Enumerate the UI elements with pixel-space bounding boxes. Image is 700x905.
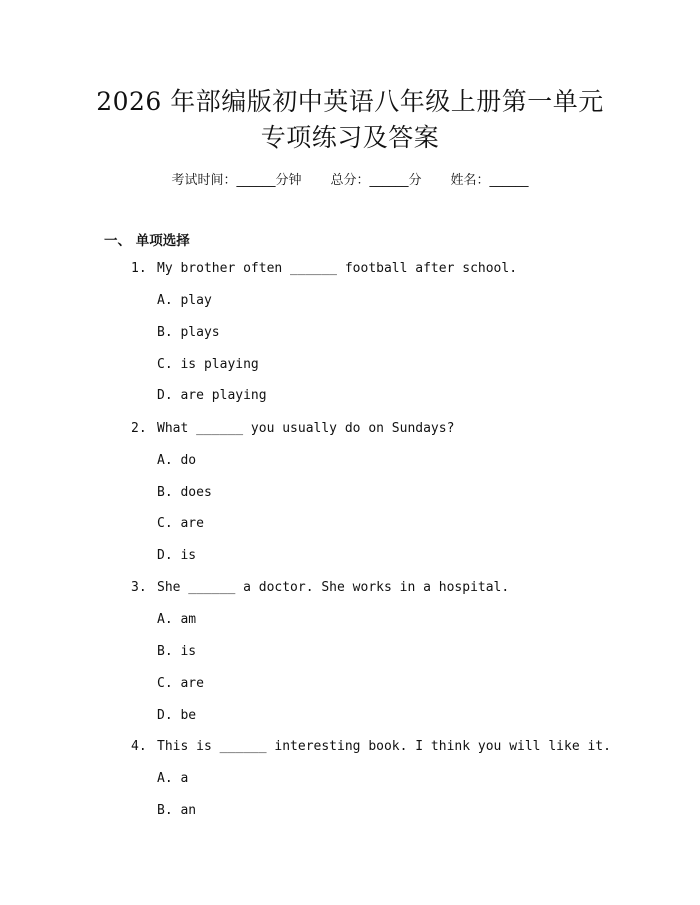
option-4a: A. a — [157, 771, 189, 786]
option-2a: A. do — [157, 453, 197, 468]
question-text: My brother often ______ football after school. — [157, 261, 518, 276]
option-1b: B. plays — [157, 325, 220, 340]
question-text: She ______ a doctor. She works in a hospital. — [157, 580, 510, 595]
option-1d: D. are playing — [157, 388, 267, 403]
exam-info — [0, 169, 700, 188]
question-1 — [131, 261, 517, 276]
total-score: 总分：______分 — [330, 173, 422, 188]
question-4 — [131, 739, 611, 754]
option-1a: A. play — [157, 293, 212, 308]
option-1c: C. is playing — [157, 357, 259, 372]
question-text: What ______ you usually do on Sundays? — [157, 421, 455, 436]
section-heading: 一、 单项选择 — [104, 233, 190, 249]
question-number: 2. — [131, 421, 147, 436]
option-2c: C. are — [157, 516, 204, 531]
option-3c: C. are — [157, 676, 204, 691]
option-4b: B. an — [157, 803, 197, 818]
question-number: 4. — [131, 739, 147, 754]
student-name: 姓名：______ — [450, 173, 529, 188]
option-3d: D. be — [157, 708, 197, 723]
document-title-line1: 2026 年部编版初中英语八年级上册第一单元 — [96, 87, 604, 116]
option-2b: B. does — [157, 485, 212, 500]
option-3b: B. is — [157, 644, 197, 659]
document-title-line2: 专项练习及答案 — [260, 123, 440, 152]
question-number: 1. — [131, 261, 147, 276]
question-2 — [131, 421, 454, 436]
question-text: This is ______ interesting book. I think you will like it. — [157, 739, 611, 754]
option-2d: D. is — [157, 548, 197, 563]
option-3a: A. am — [157, 612, 197, 627]
question-number: 3. — [131, 580, 147, 595]
exam-time: 考试时间：______分钟 — [171, 173, 302, 188]
question-3 — [131, 580, 509, 595]
